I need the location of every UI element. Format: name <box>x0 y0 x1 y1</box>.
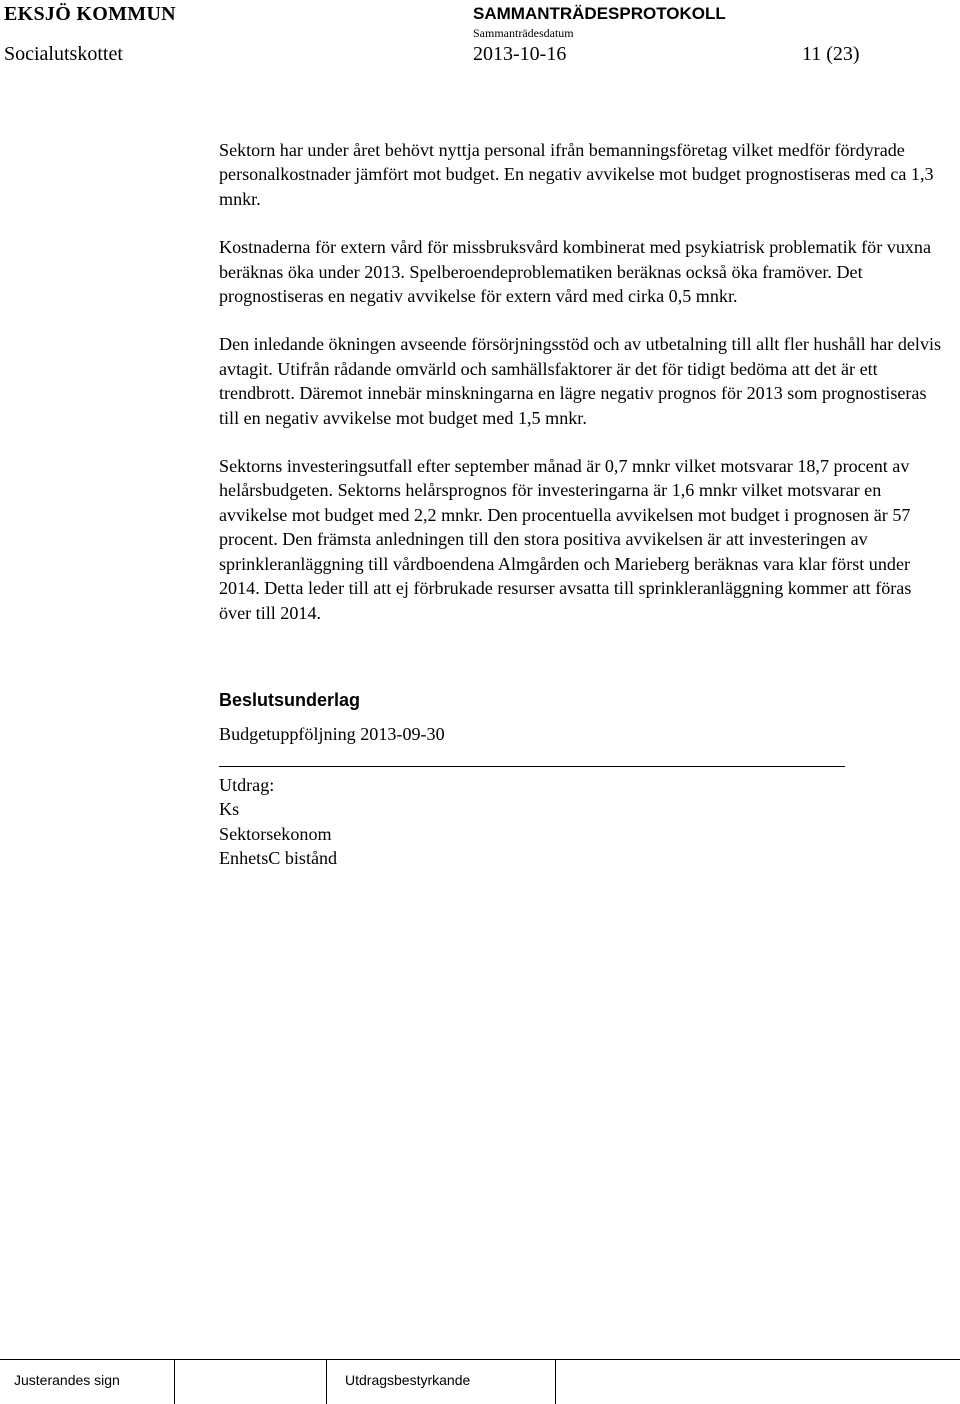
adjusters-sign-box <box>174 1359 175 1404</box>
extract-label: Utdrag: <box>219 775 275 795</box>
basis-document-item: Budgetuppföljning 2013-09-30 <box>219 724 445 744</box>
adjusters-sign-label: Justerandes sign <box>14 1372 120 1388</box>
extract-list <box>219 773 337 871</box>
extract-certification-box <box>555 1359 556 1404</box>
paragraph-external-care: Kostnaderna för extern vård för missbruksvård kombinerat med psykiatrisk problematik för vuxna beräknas öka under 2013. Spelberoendeproblematiken beräknas också öka framöver. Det prognostiseras en negativ avvikelse för extern vård med cirka 0,5 mnkr. <box>219 237 931 307</box>
meeting-date: 2013-10-16 <box>473 43 567 65</box>
extract-recipient: Sektorsekonom <box>219 823 332 844</box>
section-heading-basis: Beslutsunderlag <box>219 690 361 710</box>
paragraph-income-support: Den inledande ökningen avseende försörjningsstöd och av utbetalning till allt fler hushåll har delvis avtagit. Utifrån rådande omvärld och samhällsfaktorer är det för tidigt bedöma att det är ett trendbrott. Däremot innebär minskningarna en lägre negativ prognos för 2013 som prognostiseras till en negativ avvikelse mot budget med 1,5 mnkr. <box>219 334 942 428</box>
extract-certification-label: Utdragsbestyrkande <box>345 1372 471 1388</box>
committee-name: Socialutskottet <box>4 43 123 65</box>
page-number: 11 (23) <box>802 43 860 65</box>
paragraph-staffing: Sektorn har under året behövt nyttja personal ifrån bemanningsföretag vilket medför fördyrade personalkostnader jämfört mot budget. En negativ avvikelse mot budget prognostiseras med ca 1,3 mnkr. <box>219 140 934 209</box>
paragraph-investments: Sektorns investeringsutfall efter september månad är 0,7 mnkr vilket motsvarar 18,7 procent av helårsbudgeten. Sektorns helårsprognos för investeringarna är 1,6 mnkr vilket motsvarar en avvikelse mot budget med 2,2 mnkr. Den procentuella avvikelsen mot budget i prognosen är 57 procent. Den främsta anledningen till den stora positiva avvikelsen är att investeringen av sprinkleranläggning till vårdboendena Almgården och Marieberg beräknas vara klar först under 2014. Detta leder till att ej förbrukade resurser avsatta till sprinkleranläggning kommer att föras över till 2014. <box>219 456 912 623</box>
meeting-date-label: Sammanträdesdatum <box>473 26 574 40</box>
document-type: SAMMANTRÄDESPROTOKOLL <box>473 4 726 23</box>
extract-recipient: EnhetsC bistånd <box>219 848 338 869</box>
extract-recipient: Ks <box>219 799 240 820</box>
divider-line <box>219 766 845 767</box>
footer-separator <box>326 1359 327 1404</box>
footer-rule <box>0 1359 960 1360</box>
document-body <box>219 138 944 649</box>
municipality-name: EKSJÖ KOMMUN <box>4 3 176 25</box>
